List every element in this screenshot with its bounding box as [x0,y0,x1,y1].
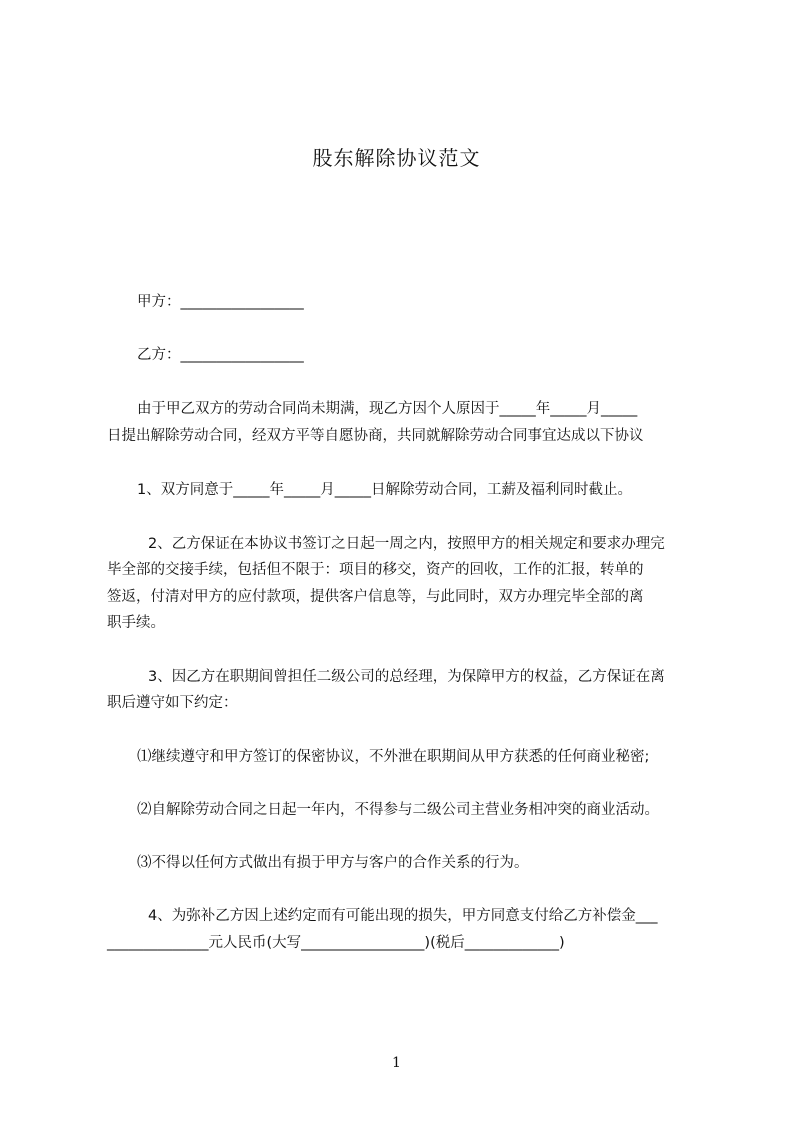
party-a-line: 甲方：_________________ [137,294,304,310]
intro-line-1: 由于甲乙双方的劳动合同尚未期满，现乙方因个人原因于_____年_____月_____ [137,401,638,417]
clause-2-line-2: 毕全部的交接手续，包括但不限于：项目的移交，资产的回收，工作的汇报，转单的 [107,562,644,578]
clause-4-line-2: ______________元人民币(大写_________________)(税后_____________) [107,935,565,951]
page-number: 1 [392,1055,401,1071]
intro-line-2: 日提出解除劳动合同，经双方平等自愿协商，共同就解除劳动合同事宜达成以下协议 [107,428,644,444]
document-title: 股东解除协议范文 [312,146,481,170]
clause-2-line-4: 职手续。 [107,615,165,631]
sub-item-1: ⑴继续遵守和甲方签订的保密协议，不外泄在职期间从甲方获悉的任何商业秘密; [137,749,650,765]
clause-2-line-3: 签返，付清对甲方的应付款项，提供客户信息等，与此同时，双方办理完毕全部的离 [107,589,644,605]
clause-3-line-2: 职后遵守如下约定： [107,695,238,711]
clause-1: 1、双方同意于_____年_____月_____日解除劳动合同，工薪及福利同时截止。 [137,482,632,498]
clause-4-line-1: 4、为弥补乙方因上述约定而有可能出现的损失，甲方同意支付给乙方补偿金___ [148,908,658,924]
clause-3-line-1: 3、因乙方在职期间曾担任二级公司的总经理，为保障甲方的权益，乙方保证在离 [148,669,665,685]
sub-item-3: ⑶不得以任何方式做出有损于甲方与客户的合作关系的行为。 [137,855,529,871]
sub-item-2: ⑵自解除劳动合同之日起一年内，不得参与二级公司主营业务相冲突的商业活动。 [137,802,659,818]
clause-2-line-1: 2、乙方保证在本协议书签订之日起一周之内，按照甲方的相关规定和要求办理完 [148,536,665,552]
party-b-line: 乙方：_________________ [137,347,304,363]
